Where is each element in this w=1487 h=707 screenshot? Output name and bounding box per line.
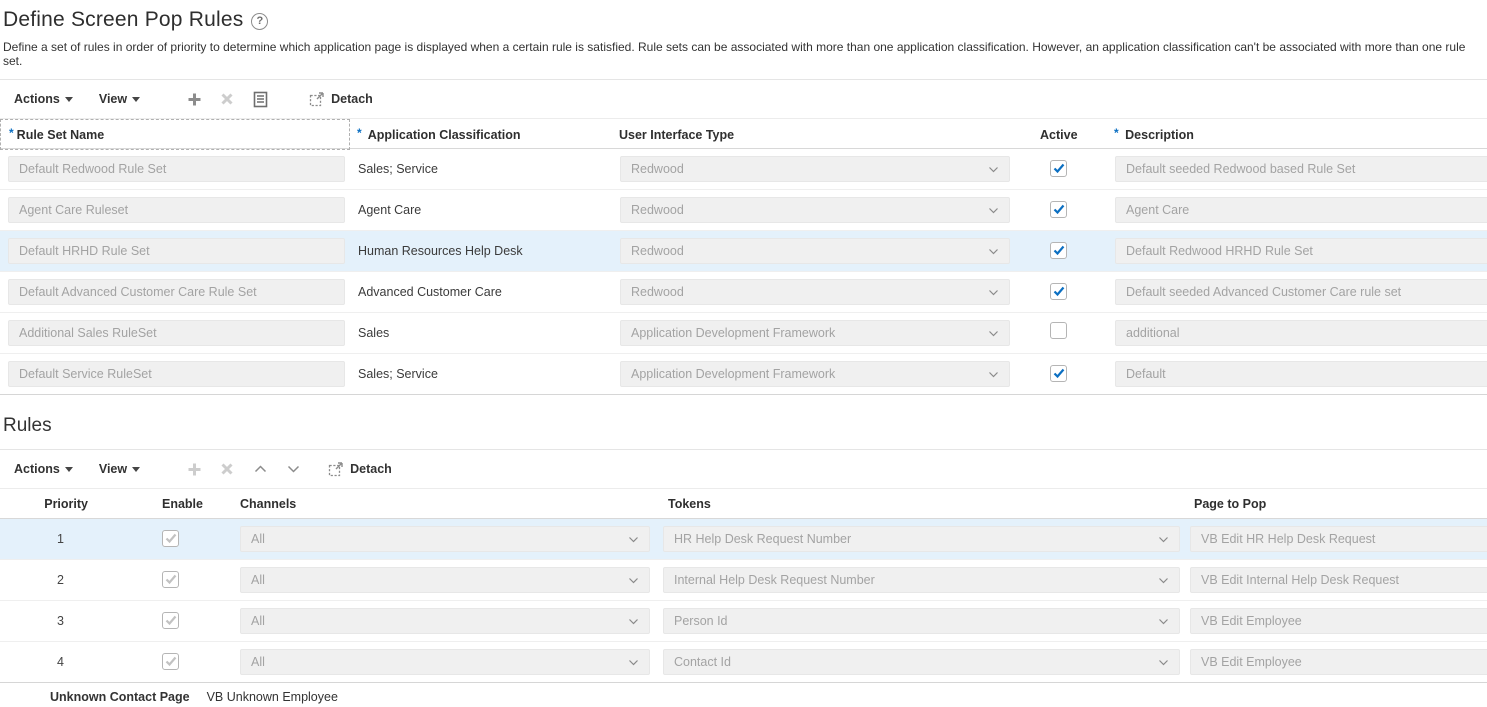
checkmark-icon	[1053, 368, 1065, 379]
form-view-icon[interactable]	[250, 91, 270, 108]
rules-heading: Rules	[3, 415, 52, 436]
rule-sets-toolbar	[0, 80, 1487, 118]
enable-checkbox[interactable]	[162, 571, 179, 588]
active-checkbox[interactable]	[1050, 365, 1067, 382]
column-label: Channels	[240, 496, 297, 511]
user-interface-type-select[interactable]	[620, 320, 1010, 346]
enable-checkbox[interactable]	[162, 653, 179, 670]
checkmark-icon	[165, 533, 177, 544]
tokens-value: HR Help Desk Request Number	[674, 532, 852, 546]
rule-set-name-input[interactable]: Agent Care Ruleset	[8, 197, 345, 223]
application-classification-value: Agent Care	[358, 203, 422, 217]
rule-row[interactable]	[0, 642, 1487, 683]
rule-set-name-input[interactable]: Additional Sales RuleSet	[8, 320, 345, 346]
chevron-down-icon	[628, 577, 639, 584]
chevron-down-icon	[988, 166, 999, 173]
rule-set-name-input[interactable]: Default Service RuleSet	[8, 361, 345, 387]
rule-set-row[interactable]	[0, 231, 1487, 272]
tokens-select[interactable]	[663, 608, 1180, 634]
active-checkbox[interactable]	[1050, 283, 1067, 300]
checkmark-icon	[1053, 204, 1065, 215]
chevron-down-icon	[988, 207, 999, 214]
column-label: Rule Set Name	[16, 127, 105, 142]
description-input[interactable]: Agent Care	[1115, 197, 1487, 223]
page-to-pop-input[interactable]: VB Edit HR Help Desk Request	[1190, 526, 1487, 552]
rule-row[interactable]	[0, 601, 1487, 642]
detach-icon	[328, 461, 344, 477]
rules-table	[0, 488, 1487, 707]
checkmark-icon	[1053, 286, 1065, 297]
column-label: Enable	[162, 496, 203, 511]
priority-value: 2	[57, 573, 64, 587]
rule-set-name-input[interactable]: Default Redwood Rule Set	[8, 156, 345, 182]
tokens-select[interactable]	[663, 526, 1180, 552]
column-label: Page to Pop	[1194, 496, 1267, 511]
description-input[interactable]: Default	[1115, 361, 1487, 387]
unknown-contact-page-label: Unknown Contact Page	[50, 689, 190, 704]
checkmark-icon	[165, 615, 177, 626]
rule-sets-table	[0, 118, 1487, 395]
column-header-description[interactable]	[1110, 125, 1487, 142]
column-header-rule-set-name[interactable]	[0, 119, 350, 150]
column-label: Application Classification	[367, 127, 521, 142]
rule-sets-body	[0, 149, 1487, 395]
view-label: View	[98, 462, 128, 476]
required-marker: *	[357, 125, 362, 140]
column-header-application-classification[interactable]	[350, 125, 612, 142]
application-classification-value: Sales	[358, 326, 390, 340]
help-icon[interactable]: ?	[251, 13, 268, 30]
column-label: Priority	[44, 496, 88, 511]
user-interface-type-value: Redwood	[631, 162, 684, 176]
tokens-select[interactable]	[663, 649, 1180, 675]
chevron-down-icon	[1158, 618, 1169, 625]
chevron-down-icon	[988, 248, 999, 255]
caret-down-icon	[65, 467, 73, 472]
application-classification-value: Sales; Service	[358, 162, 438, 176]
chevron-down-icon	[1158, 659, 1169, 666]
user-interface-type-value: Redwood	[631, 285, 684, 299]
required-marker: *	[9, 125, 14, 140]
column-label: User Interface Type	[619, 127, 735, 142]
priority-value: 3	[57, 614, 64, 628]
column-label: Active	[1040, 127, 1078, 142]
user-interface-type-value: Redwood	[631, 244, 684, 258]
actions-label: Actions	[14, 462, 60, 476]
rule-sets-header-row	[0, 118, 1487, 149]
description-input[interactable]: additional	[1115, 320, 1487, 346]
detach-icon	[309, 91, 325, 107]
description-input[interactable]: Default seeded Redwood based Rule Set	[1115, 156, 1487, 182]
column-header-channels[interactable]	[228, 497, 655, 511]
user-interface-type-value: Application Development Framework	[631, 326, 836, 340]
rule-set-row[interactable]	[0, 272, 1487, 313]
application-classification-value: Sales; Service	[358, 367, 438, 381]
rule-set-name-input[interactable]: Default HRHD Rule Set	[8, 238, 345, 264]
page-description: Define a set of rules in order of priority to determine which application page is displayed when a certain rule is satisfied. Rule sets can be associated with more than one application classification. However, an application classification can't be associated with more than one rule set.	[3, 40, 1466, 68]
user-interface-type-select[interactable]	[620, 361, 1010, 387]
move-down-icon[interactable]	[283, 465, 303, 473]
column-label: Tokens	[668, 496, 711, 511]
caret-down-icon	[132, 97, 140, 102]
column-header-user-interface-type[interactable]	[612, 128, 1022, 142]
chevron-down-icon	[988, 289, 999, 296]
page-to-pop-input[interactable]: VB Edit Employee	[1190, 608, 1487, 634]
chevron-down-icon	[988, 371, 999, 378]
rule-set-row[interactable]	[0, 313, 1487, 354]
column-header-enable[interactable]	[110, 497, 228, 511]
chevron-down-icon	[988, 330, 999, 337]
channels-value: All	[251, 655, 265, 669]
rule-sets-actions-menu[interactable]	[14, 92, 73, 106]
checkmark-icon	[165, 656, 177, 667]
column-label: Description	[1125, 127, 1194, 142]
enable-checkbox[interactable]	[162, 612, 179, 629]
add-row-icon[interactable]	[184, 92, 204, 107]
checkmark-icon	[165, 574, 177, 585]
active-checkbox[interactable]	[1050, 242, 1067, 259]
rules-header-row	[0, 488, 1487, 519]
detach-label: Detach	[350, 462, 392, 476]
detach-button[interactable]	[328, 461, 392, 477]
active-checkbox[interactable]	[1050, 160, 1067, 177]
user-interface-type-value: Application Development Framework	[631, 367, 836, 381]
user-interface-type-select[interactable]	[620, 197, 1010, 223]
chevron-down-icon	[1158, 536, 1169, 543]
description-input[interactable]: Default seeded Advanced Customer Care rule set	[1115, 279, 1487, 305]
active-checkbox[interactable]	[1050, 322, 1067, 339]
tokens-value: Person Id	[674, 614, 728, 628]
rules-toolbar	[0, 450, 1487, 488]
channels-select[interactable]	[240, 526, 650, 552]
channels-value: All	[251, 614, 265, 628]
rule-set-row[interactable]	[0, 354, 1487, 395]
column-header-page-to-pop[interactable]	[1185, 497, 1487, 511]
application-classification-value: Advanced Customer Care	[358, 285, 502, 299]
caret-down-icon	[65, 97, 73, 102]
rules-footer	[0, 683, 1487, 707]
actions-label: Actions	[14, 92, 60, 106]
checkmark-icon	[1053, 163, 1065, 174]
rule-row[interactable]	[0, 560, 1487, 601]
channels-select[interactable]	[240, 649, 650, 675]
column-header-priority[interactable]	[0, 497, 110, 511]
channels-select[interactable]	[240, 608, 650, 634]
column-header-active[interactable]	[1022, 128, 1110, 142]
tokens-value: Internal Help Desk Request Number	[674, 573, 875, 587]
add-rule-icon[interactable]	[184, 462, 204, 477]
application-classification-value: Human Resources Help Desk	[358, 244, 523, 258]
rules-view-menu[interactable]	[99, 462, 140, 476]
active-checkbox[interactable]	[1050, 201, 1067, 218]
unknown-contact-page-value: VB Unknown Employee	[206, 689, 338, 704]
delete-rule-icon[interactable]	[217, 462, 237, 476]
rule-row[interactable]	[0, 519, 1487, 560]
channels-select[interactable]	[240, 567, 650, 593]
chevron-down-icon	[628, 659, 639, 666]
rules-body	[0, 519, 1487, 683]
user-interface-type-value: Redwood	[631, 203, 684, 217]
priority-value: 1	[57, 532, 64, 546]
channels-value: All	[251, 573, 265, 587]
rule-set-row[interactable]	[0, 190, 1487, 231]
chevron-down-icon	[1158, 577, 1169, 584]
chevron-down-icon	[628, 618, 639, 625]
tokens-value: Contact Id	[674, 655, 731, 669]
caret-down-icon	[132, 467, 140, 472]
tokens-select[interactable]	[663, 567, 1180, 593]
channels-value: All	[251, 532, 265, 546]
page-to-pop-input[interactable]: VB Edit Internal Help Desk Request	[1190, 567, 1487, 593]
user-interface-type-select[interactable]	[620, 238, 1010, 264]
user-interface-type-select[interactable]	[620, 279, 1010, 305]
move-up-icon[interactable]	[250, 465, 270, 473]
detach-button[interactable]	[309, 91, 373, 107]
checkmark-icon	[1053, 245, 1065, 256]
rule-set-name-input[interactable]: Default Advanced Customer Care Rule Set	[8, 279, 345, 305]
rule-set-row[interactable]	[0, 149, 1487, 190]
enable-checkbox[interactable]	[162, 530, 179, 547]
description-input[interactable]: Default Redwood HRHD Rule Set	[1115, 238, 1487, 264]
page-header	[0, 0, 1487, 32]
priority-value: 4	[57, 655, 64, 669]
required-marker: *	[1114, 125, 1119, 140]
user-interface-type-select[interactable]	[620, 156, 1010, 182]
rules-actions-menu[interactable]	[14, 462, 73, 476]
chevron-down-icon	[628, 536, 639, 543]
view-label: View	[98, 92, 128, 106]
column-header-tokens[interactable]	[655, 497, 1185, 511]
delete-row-icon[interactable]	[217, 92, 237, 106]
page-title: Define Screen Pop Rules	[3, 8, 244, 31]
rule-sets-view-menu[interactable]	[99, 92, 140, 106]
page-to-pop-input[interactable]: VB Edit Employee	[1190, 649, 1487, 675]
detach-label: Detach	[331, 92, 373, 106]
